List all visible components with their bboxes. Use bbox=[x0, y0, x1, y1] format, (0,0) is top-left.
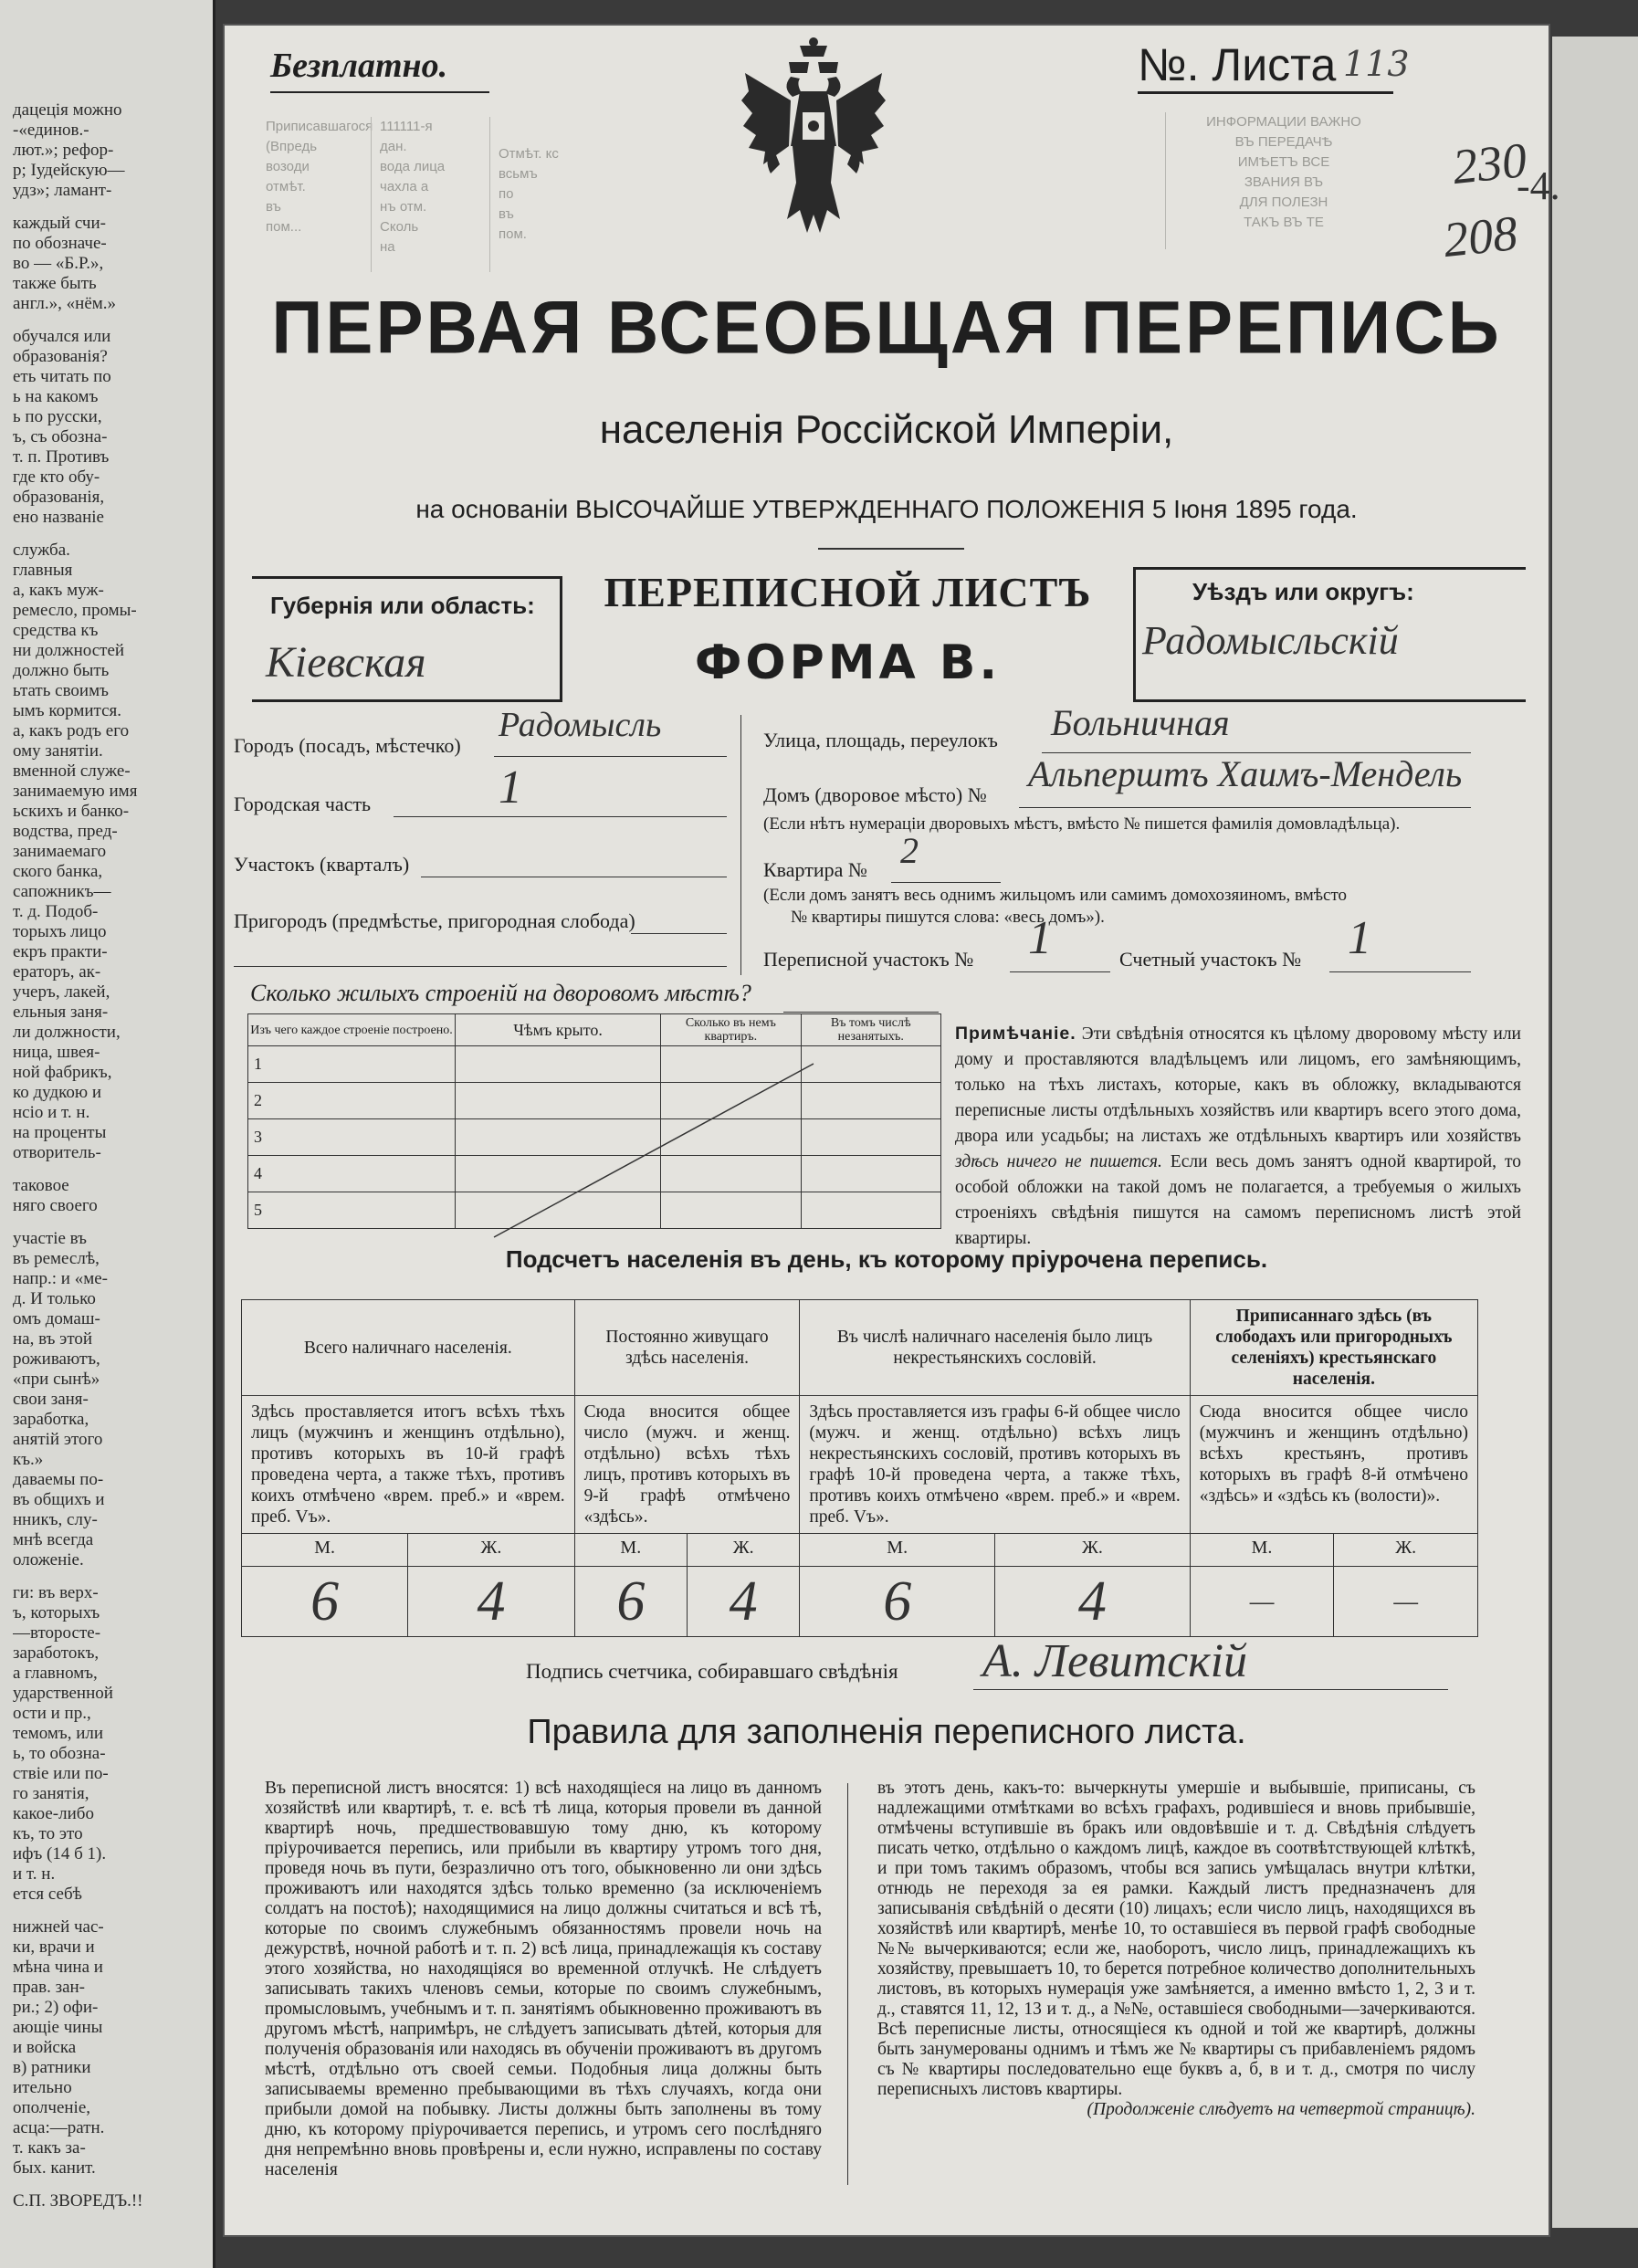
city-line bbox=[494, 756, 727, 757]
left-page-line: образованія, bbox=[13, 488, 105, 507]
count-header: Постоянно живущаго здѣсь населенія. bbox=[574, 1300, 800, 1396]
left-page-line: къ, то это bbox=[13, 1824, 83, 1843]
left-page-line: анятій этого bbox=[13, 1430, 103, 1449]
left-page-line: д. И только bbox=[13, 1289, 96, 1308]
houses-question: Сколько жилыхъ строеній на дворовомъ мѣстѣ? bbox=[250, 980, 751, 1006]
suburb-label: Пригородъ (предмѣстье, пригородная слобода) bbox=[234, 909, 635, 932]
rules-right-text: въ этотъ день, какъ-то: вычеркнуты умершіе и выбывшіе, приписаны, съ надлежащими отмѣтками во всѣхъ графахъ, родившіеся и вновь прибывшіе, отмѣчены вступившіе въ бракъ или овдовѣвшіе и т. д. Свѣдѣнія слѣдуетъ писать четко, отдѣльно о каждомъ лицѣ, каждое въ соотвѣтствующей клѣткѣ, и при томъ такимъ образомъ, чтобы вся запись умѣщалась внутри клѣтки, отнюдь не переходя за ея рамки. Каждый листъ предназначенъ для записыванія свѣдѣній о десяти (10) лицахъ; если число лицъ, находящихся въ хозяйствѣ или квартирѣ, менѣе 10, то оставшіеся въ первой графѣ свободные №№ вычеркиваются; если же, наоборотъ, число лицъ, принадлежащихъ къ хозяйству, превышаетъ 10, то берется потребное количество дополнительныхъ листовъ, въ которыхъ нумерація уже замѣняется, а именно вмѣсто 1, 2, 3 и т. д., ставятся 11, 12, 13 и т. д., а №№, оставшіеся свободными—зачеркиваются. Всѣ переписные листы, относящіеся къ одной и той же квартирѣ, должны быть занумерованы однимъ и тѣмъ же № квартиры съ прибавленіемъ рядомъ съ № квартиры последовательно еще буквъ а, б, в и т. д., смотря по числу переписныхъ листовъ квартиры. bbox=[877, 1779, 1475, 2099]
faded-divider bbox=[489, 117, 490, 272]
flat-value: 2 bbox=[900, 830, 919, 871]
enumerator-signature-label: Подпись счетчика, собиравшаго свѣдѣнія bbox=[526, 1660, 898, 1683]
faded-text-line: ИНФОРМАЦИИ ВАЖНО bbox=[1206, 114, 1361, 130]
left-page-line: по обозначе- bbox=[13, 234, 107, 253]
rules-continuation: (Продолженіе слѣдуетъ на четвертой страницѣ). bbox=[1087, 2100, 1475, 2119]
count-value: 4 bbox=[408, 1567, 574, 1637]
left-page-line: ремесло, промы- bbox=[13, 601, 137, 620]
buildings-header: Въ томъ числѣ незанятыхъ. bbox=[801, 1014, 940, 1046]
count-header: Приписаннаго здѣсь (въ слободахъ или пригородныхъ селеніяхъ) крестьянскаго населенія. bbox=[1190, 1300, 1477, 1396]
left-page-line: также быть bbox=[13, 274, 97, 293]
left-page-line: ского банка, bbox=[13, 862, 103, 881]
left-page-line: нникъ, слу- bbox=[13, 1510, 98, 1529]
province-label: Губернія или область: bbox=[270, 592, 535, 619]
left-page-line: а, какъ муж- bbox=[13, 581, 104, 600]
left-page-line: заработокъ, bbox=[13, 1643, 100, 1663]
left-page-line: главныя bbox=[13, 561, 73, 580]
faded-text-line: по bbox=[499, 186, 514, 202]
left-page-line: р; Іудейскую— bbox=[13, 161, 125, 180]
houses-answer-line bbox=[783, 1012, 939, 1013]
count-district-value: 1 bbox=[1348, 912, 1371, 964]
left-page-line: ельныя заня- bbox=[13, 1003, 109, 1022]
left-page-line: асца:—ратн. bbox=[13, 2118, 105, 2137]
left-page-line: ъ, съ обозна- bbox=[13, 427, 108, 446]
left-page-line: ь на какомъ bbox=[13, 387, 99, 406]
province-value: Кіевская bbox=[266, 638, 426, 687]
row-number: 4 bbox=[248, 1156, 456, 1192]
faded-text-line: ДЛЯ ПОЛЕЗН bbox=[1239, 194, 1328, 210]
faded-text-line: чахла а bbox=[380, 179, 429, 194]
house-line bbox=[1019, 807, 1471, 808]
left-page-line: занимаемую имя bbox=[13, 782, 138, 801]
buildings-header: Чѣмъ крыто. bbox=[456, 1014, 661, 1046]
left-page-line: участіе въ bbox=[13, 1229, 88, 1248]
count-description: Здѣсь проставляется изъ графы 6-й общее число (мужч. и женщ. отдѣльно) всѣхъ лицъ некрестьянскихъ сословій, противъ которыхъ въ графѣ 10-й проведена черта, а также тѣхъ, противъ коихъ отмѣчено «врем. преб.» и «врем. преб. Vъ». bbox=[800, 1396, 1190, 1534]
left-page-line: свои заня- bbox=[13, 1390, 89, 1409]
left-page-line: а главномъ, bbox=[13, 1664, 98, 1683]
faded-text-line: ТАКЪ ВЪ ТЕ bbox=[1244, 215, 1324, 230]
left-page-line: нижней час- bbox=[13, 1917, 104, 1937]
imperial-eagle-emblem bbox=[736, 37, 891, 256]
census-district-line bbox=[1010, 971, 1110, 972]
left-page-line: ли должности, bbox=[13, 1023, 121, 1042]
buildings-header: Изъ чего каждое строеніе построено. bbox=[248, 1014, 456, 1046]
note-text-1: Эти свѣдѣнія относятся къ цѣлому дворовому мѣсту или дому и проставляются владѣльцемъ или лицомъ, его замѣняющимъ, только на тѣхъ листахъ, которые, какъ въ обложку, вкладываются переписные листы отдѣльныхъ хозяйствъ или квартиръ всего этого дома, двора или усадьбы; на листахъ же отдѣльныхъ квартиръ или хозяйствъ bbox=[955, 1024, 1521, 1146]
faded-text-line: всьмъ bbox=[499, 166, 538, 182]
left-page-line: и войска bbox=[13, 2038, 77, 2057]
note-text-2: Если весь домъ занятъ одной квартирой, то особой обложки на такой домъ не полагается, а требуемыя о жилыхъ строеніяхъ свѣдѣнія пишутся на самомъ переписномъ листѣ этой квартиры. bbox=[955, 1152, 1521, 1248]
faded-column-1 bbox=[266, 117, 373, 237]
left-page-line: сапожникъ— bbox=[13, 882, 111, 901]
faded-divider bbox=[1165, 112, 1166, 249]
faded-column-3 bbox=[499, 144, 581, 245]
left-page-line: ни должностей bbox=[13, 641, 125, 660]
left-page-line: въ ремеслѣ, bbox=[13, 1249, 100, 1268]
faded-text-line: на bbox=[380, 239, 395, 255]
left-page-line: роживаютъ, bbox=[13, 1349, 100, 1369]
flat-note-2: № квартиры пишутся слова: «весь домъ»). bbox=[791, 908, 1105, 927]
faded-text-line: пом. bbox=[499, 226, 527, 242]
male-col: М. bbox=[1190, 1534, 1334, 1567]
count-value: 6 bbox=[242, 1567, 408, 1637]
male-col: М. bbox=[800, 1534, 995, 1567]
left-page-line: еть читать по bbox=[13, 367, 111, 386]
faded-text-line: 111111-я дан. bbox=[380, 119, 433, 154]
count-value: 4 bbox=[688, 1567, 800, 1637]
left-page-line: С.П. ЗВОРЕДЪ.!! bbox=[13, 2191, 143, 2210]
left-page-line: ь по русски, bbox=[13, 407, 102, 426]
left-page-line: удз»; ламант- bbox=[13, 181, 112, 200]
left-page-line: ымъ кормится. bbox=[13, 701, 121, 720]
quarter-label: Участокъ (кварталъ) bbox=[234, 853, 410, 876]
left-page-line: англ.», «нём.» bbox=[13, 294, 117, 313]
rules-left-column: Въ переписной листъ вносятся: 1) всѣ находящіеся на лицо въ данномъ хозяйствѣ или квартирѣ, т. е. всѣ тѣ лица, которыя провели въ данной квартирѣ ночь, предшествовавшую тому дню, къ которому пріурочивается перепись, или прибыли въ квартиру утромъ того дня, проведя ночь въ пути, безразлично отъ того, обыкновенно ли они здѣсь проживаютъ или находятся здѣсь только временно (за исключеніемъ солдатъ на постоѣ); находящимися на лицо должны считаться и всѣ тѣ, которые по своимъ служебнымъ обязанностямъ провели ночь на дежурствѣ, ночной работѣ и т. п. 2) всѣ лица, принадлежащія къ составу этого хозяйства, но находящіяся во временной отлучкѣ. Не слѣдуетъ записывать такихъ членовъ семьи, которые по своимъ служебнымъ, промысловымъ, учебнымъ и т. п. занятіямъ обыкновенно проживаютъ въ другомъ мѣстѣ, напримѣръ, не слѣдуетъ записывать дѣтей, которыя для полученія образованія или находясь въ обученіи проживаютъ въ другомъ мѣстѣ, отдѣльно отъ своей семьи. Подобныя лица должны быть записываемы временно пребывающими въ тѣхъ случаяхъ, когда они прибыли домой на побывку. Листы должны быть заполнены въ тому дню, къ которому пріурочивается перепись, и утромъ сего послѣдняго дня непремѣнно вновь провѣрены и, если нужно, исправлены по составу населенія bbox=[265, 1779, 822, 2179]
rules-right-column bbox=[877, 1779, 1475, 2120]
faded-column-4 bbox=[1174, 112, 1393, 233]
city-value: Радомысль bbox=[499, 706, 662, 744]
left-page-line: прав. зан- bbox=[13, 1978, 86, 1997]
left-page-line: мѣна чина и bbox=[13, 1958, 103, 1977]
count-value: 4 bbox=[995, 1567, 1191, 1637]
left-page-line: ости и пр., bbox=[13, 1704, 91, 1723]
faded-column-2 bbox=[380, 117, 462, 257]
left-page-line: торыхъ лицо bbox=[13, 922, 107, 941]
left-page-line: ено названіе bbox=[13, 508, 104, 527]
left-page-line: образованія? bbox=[13, 347, 108, 366]
left-page-line: «при сынѣ» bbox=[13, 1370, 100, 1389]
left-page-line: лют.»; рефор- bbox=[13, 141, 114, 160]
left-page-line: напр.: и «ме- bbox=[13, 1269, 108, 1288]
left-page-line: къ.» bbox=[13, 1450, 44, 1469]
left-page-line: занимаемаго bbox=[13, 842, 107, 861]
left-page-line: мнѣ всегда bbox=[13, 1530, 94, 1549]
flat-label: Квартира № bbox=[763, 858, 867, 881]
buildings-header: Сколько въ немъ квартиръ. bbox=[661, 1014, 801, 1046]
left-page-line: бых. канит. bbox=[13, 2158, 96, 2178]
count-value: 6 bbox=[574, 1567, 687, 1637]
house-value: Альперштъ Хаимъ-Мендель bbox=[1028, 753, 1463, 794]
pencil-number-upper: 230 bbox=[1450, 131, 1529, 195]
left-page-line: ница, швея- bbox=[13, 1043, 100, 1062]
faded-text-line: въ bbox=[499, 206, 514, 222]
left-page-line: учеръ, лакей, bbox=[13, 982, 110, 1002]
left-page-line: где кто обу- bbox=[13, 467, 100, 487]
left-page-line: каждый счи- bbox=[13, 214, 106, 233]
male-col: М. bbox=[242, 1534, 408, 1567]
field-divider bbox=[740, 715, 741, 975]
rules-title: Правила для заполненія переписного листа. bbox=[527, 1713, 1246, 1751]
left-page-line: вменной служе- bbox=[13, 761, 131, 781]
divider bbox=[818, 548, 964, 550]
count-value: — bbox=[1334, 1567, 1478, 1637]
female-col: Ж. bbox=[995, 1534, 1191, 1567]
faded-text-line: ЗВАНИЯ ВЪ bbox=[1244, 174, 1324, 190]
population-count-title: Подсчетъ населенія въ день, къ которому пріурочена перепись. bbox=[505, 1245, 1268, 1273]
left-page-line: го занятія, bbox=[13, 1784, 89, 1803]
left-page-line: ьскихъ и банко- bbox=[13, 802, 130, 821]
form-subtitle: ФОРМА В. bbox=[694, 635, 1002, 690]
left-page-line: на проценты bbox=[13, 1123, 107, 1142]
faded-divider bbox=[371, 117, 372, 272]
row-number: 1 bbox=[248, 1046, 456, 1083]
left-page-line: отворитель- bbox=[13, 1143, 101, 1162]
sheet-number-value: 113 bbox=[1343, 44, 1410, 84]
signature-line bbox=[973, 1689, 1448, 1690]
left-page-line: екръ практи- bbox=[13, 942, 108, 961]
left-page-line: омъ домаш- bbox=[13, 1309, 100, 1328]
left-page-line: темомъ, или bbox=[13, 1724, 104, 1743]
left-page-line: во — «Б.Р.», bbox=[13, 254, 104, 273]
count-district-label: Счетный участокъ № bbox=[1119, 948, 1302, 971]
city-part-label: Городская часть bbox=[234, 793, 372, 815]
left-page-line: в) ратники bbox=[13, 2058, 91, 2077]
faded-text-line: возоди bbox=[266, 159, 310, 174]
count-header: Въ числѣ наличнаго населенія было лицъ некрестьянскихъ сословій. bbox=[800, 1300, 1190, 1396]
district-value: Радомысльскій bbox=[1142, 618, 1399, 663]
left-page-line: ительно bbox=[13, 2078, 72, 2097]
left-page-line: ри.; 2) офи- bbox=[13, 1998, 99, 2017]
flat-line bbox=[891, 882, 1001, 883]
left-page-line: ствіе или по- bbox=[13, 1764, 109, 1783]
faded-text-line: Отмѣт. кс bbox=[499, 146, 559, 162]
row-number: 5 bbox=[248, 1192, 456, 1229]
population-count-table bbox=[241, 1299, 1478, 1637]
pencil-mark: -4. bbox=[1517, 163, 1560, 208]
enumerator-signature: А. Левитскій bbox=[982, 1635, 1248, 1687]
left-page-line: т. д. Подоб- bbox=[13, 902, 99, 921]
left-page-line: въ общихъ и bbox=[13, 1490, 105, 1509]
left-page-line: ифъ (14 б 1). bbox=[13, 1844, 107, 1864]
sheet-number-underline bbox=[1138, 91, 1393, 94]
left-page-line: ки, врачи и bbox=[13, 1937, 95, 1957]
rules-divider bbox=[847, 1783, 848, 2185]
district-label: Уѣздъ или округъ: bbox=[1192, 578, 1414, 605]
left-page-line: ераторъ, ак- bbox=[13, 962, 101, 982]
left-page-line: т. п. Противъ bbox=[13, 447, 110, 467]
left-page-line: ной фабрикъ, bbox=[13, 1063, 112, 1082]
city-part-line bbox=[394, 816, 727, 817]
faded-text-line: отмѣт. bbox=[266, 179, 306, 194]
legal-basis: на основаніи ВЫСОЧАЙШЕ УТВЕРЖДЕННАГО ПОЛОЖЕНІЯ 5 Іюня 1895 года. bbox=[415, 495, 1358, 523]
census-district-value: 1 bbox=[1028, 912, 1052, 964]
faded-text-line: вода лица bbox=[380, 159, 446, 174]
suburb-line-2 bbox=[234, 966, 727, 967]
document-subtitle: населенія Россійской Имперіи, bbox=[599, 407, 1174, 452]
count-header: Всего наличнаго населенія. bbox=[242, 1300, 575, 1396]
faded-text-line: нъ отм. bbox=[380, 199, 427, 215]
faded-text-line: (Впредь bbox=[266, 139, 318, 154]
left-page-line: даваемы по- bbox=[13, 1470, 104, 1489]
sheet-number-label: №. Листа bbox=[1138, 39, 1337, 90]
male-col: М. bbox=[574, 1534, 687, 1567]
left-page-line: —второсте- bbox=[13, 1623, 101, 1643]
left-page-line: ется себѣ bbox=[13, 1885, 82, 1904]
pencil-number-lower: 208 bbox=[1441, 205, 1520, 268]
left-page-line: заработка, bbox=[13, 1410, 89, 1429]
left-page-line: ополченіе, bbox=[13, 2098, 91, 2117]
left-page-line: ударственной bbox=[13, 1684, 113, 1703]
left-page-line: на, въ этой bbox=[13, 1329, 93, 1349]
left-page-line: а, какъ родъ его bbox=[13, 721, 130, 740]
left-page-line: ги: въ верх- bbox=[13, 1583, 99, 1602]
left-page-line: таковое bbox=[13, 1176, 69, 1195]
census-district-label: Переписной участокъ № bbox=[763, 948, 974, 971]
left-page-line: няго своего bbox=[13, 1196, 98, 1215]
city-part-value: 1 bbox=[499, 761, 522, 814]
left-page-line: ко дудкою и bbox=[13, 1083, 102, 1102]
census-sheet bbox=[225, 26, 1560, 2235]
house-note: (Если нѣтъ нумераціи дворовыхъ мѣстъ, вмѣсто № пишется фамилія домовладѣльца). bbox=[763, 814, 1401, 834]
street-label: Улица, площадь, переулокъ bbox=[763, 729, 998, 751]
left-page-line: должно быть bbox=[13, 661, 110, 680]
note-block bbox=[955, 1021, 1521, 1252]
count-value: 6 bbox=[800, 1567, 995, 1637]
left-page-line: нсіо и т. н. bbox=[13, 1103, 90, 1122]
faded-text-line: ИМѢЕТЪ ВСЕ bbox=[1237, 154, 1330, 170]
faded-text-line: ВЪ ПЕРЕДАЧѢ bbox=[1234, 134, 1333, 150]
right-adjacent-page bbox=[1552, 37, 1638, 2228]
left-page-line: ьтать своимъ bbox=[13, 681, 109, 700]
left-page-line: водства, пред- bbox=[13, 822, 118, 841]
suburb-line bbox=[631, 933, 727, 934]
left-page-line: ающіе чины bbox=[13, 2018, 103, 2037]
left-page-line: оложеніе. bbox=[13, 1550, 84, 1570]
city-label: Городъ (посадъ, мѣстечко) bbox=[234, 734, 461, 757]
free-label: Безплатно. bbox=[270, 47, 448, 85]
row-number: 2 bbox=[248, 1083, 456, 1119]
left-page-line: средства къ bbox=[13, 621, 99, 640]
note-text-italic: здѣсь ничего не пишется. bbox=[955, 1152, 1162, 1171]
left-page-line: какое-либо bbox=[13, 1804, 94, 1823]
count-district-line bbox=[1329, 971, 1471, 972]
cross-out-stroke bbox=[247, 1013, 941, 1251]
faded-text-line: въ bbox=[266, 199, 281, 215]
female-col: Ж. bbox=[408, 1534, 574, 1567]
document-title: ПЕРВАЯ ВСЕОБЩАЯ ПЕРЕПИСЬ bbox=[271, 284, 1502, 370]
left-page-line: обучался или bbox=[13, 327, 111, 346]
street-value: Больничная bbox=[1051, 702, 1230, 743]
flat-note-1: (Если домъ занятъ весь однимъ жильцомъ или самимъ домохозяиномъ, вмѣсто bbox=[763, 886, 1348, 905]
left-page-line: и т. н. bbox=[13, 1864, 56, 1884]
free-underline bbox=[270, 91, 489, 93]
count-description: Сюда вносится общее число (мужчинъ и женщинъ отдѣльно) всѣхъ крестьянъ, противъ которыхъ въ графѣ 8-й отмѣчено «здѣсь» и «здѣсь къ (волости)». bbox=[1190, 1396, 1477, 1534]
female-col: Ж. bbox=[688, 1534, 800, 1567]
house-label: Домъ (дворовое мѣсто) № bbox=[763, 783, 987, 806]
count-value: — bbox=[1190, 1567, 1334, 1637]
left-page-line: дацеція можно bbox=[13, 100, 122, 120]
left-adjacent-page bbox=[0, 0, 215, 2268]
left-page-line: ъ, которыхъ bbox=[13, 1603, 100, 1622]
count-description: Здѣсь проставляется итогъ всѣхъ тѣхъ лицъ (мужчинъ и женщинъ отдѣльно), противъ которыхъ въ 10-й графѣ проведена черта, а также тѣхъ, противъ коихъ отмѣчено «врем. преб.» и «врем. преб. Vъ». bbox=[242, 1396, 575, 1534]
faded-text-line: Приписавшагося bbox=[266, 119, 373, 134]
faded-text-line: пом... bbox=[266, 219, 302, 235]
faded-text-line: Сколь bbox=[380, 219, 419, 235]
left-page-line: ому занятіи. bbox=[13, 741, 103, 761]
left-page-line: -«единов.- bbox=[13, 121, 89, 140]
female-col: Ж. bbox=[1334, 1534, 1478, 1567]
left-page-line: служба. bbox=[13, 541, 70, 560]
left-page-line: т. какъ за- bbox=[13, 2138, 86, 2158]
count-description: Сюда вносится общее число (мужч. и женщ. отдѣльно) всѣхъ тѣхъ лицъ, противъ которыхъ въ 9-й графѣ отмѣчено «здѣсь». bbox=[574, 1396, 800, 1534]
note-label: Примѣчаніе. bbox=[955, 1024, 1076, 1044]
row-number: 3 bbox=[248, 1119, 456, 1156]
form-title: ПЕРЕПИСНОЙ ЛИСТЪ bbox=[604, 569, 1092, 615]
left-page-line: ь, то обозна- bbox=[13, 1744, 106, 1763]
